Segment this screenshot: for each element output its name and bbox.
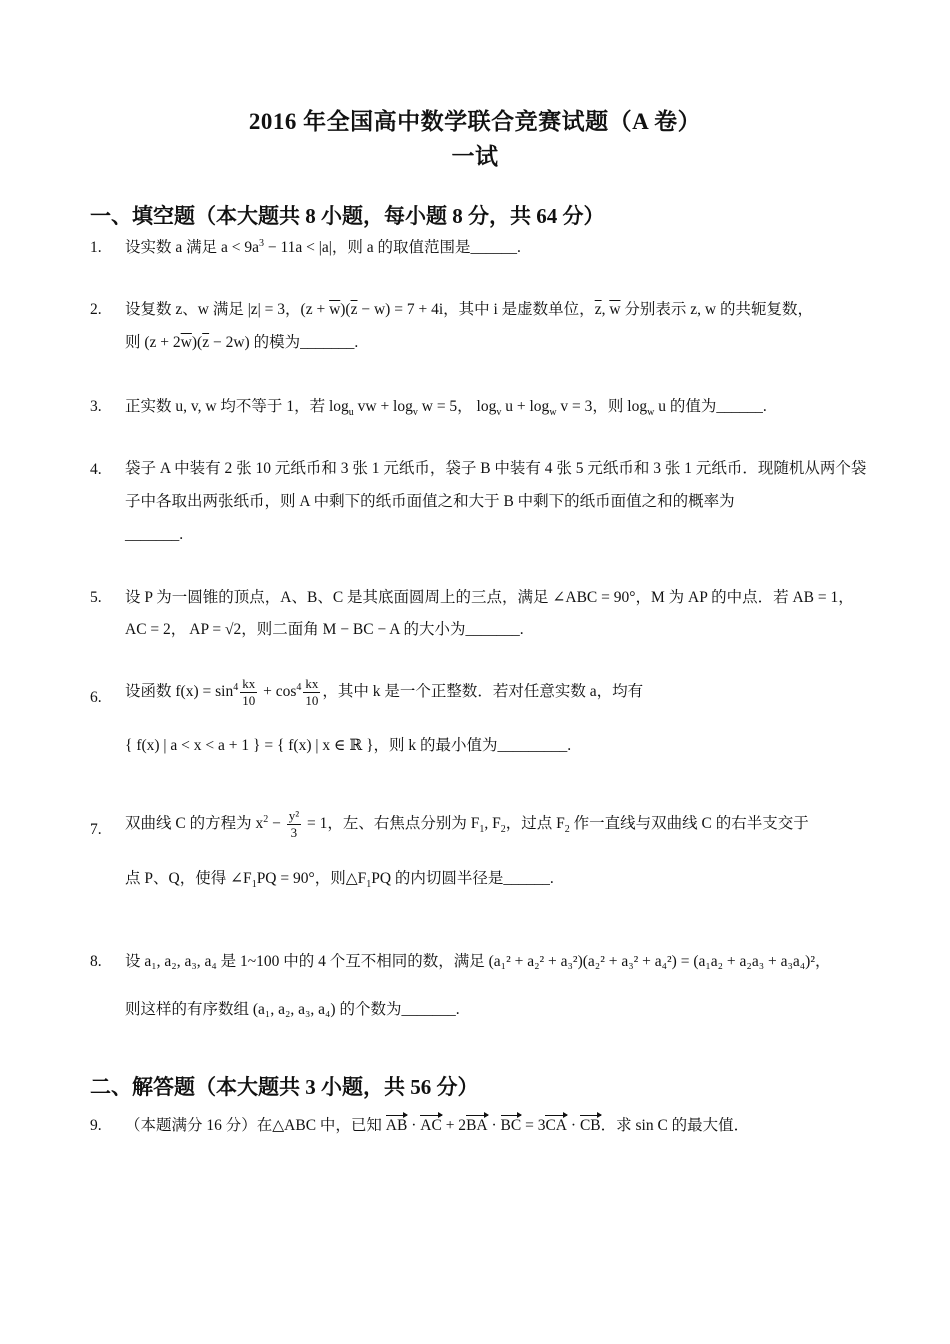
question-text-line-2: 则这样的有序数组 (a₁, a₂, a₃, a₄) 的个数为_______. [125,1001,460,1018]
paper-title: 2016 年全国高中数学联合竞赛试题（A 卷） [248,109,702,134]
question-text: 设实数 a 满足 $a < 9a^3 - 11a < |a|$，则 a 的取值范围是______. [125,237,521,256]
question-number: 4. [90,461,102,478]
question-text: 袋子 A 中装有 2 张 10 元纸币和 3 张 1 元纸币，袋子 B 中装有 4 张 5 元纸币和 3 张 1 元纸币．现随机从两个袋子中各取出两张纸币，则 A 中剩下的纸币面值之和大于 B 中剩下的纸币面值之和的概率为 _______. [125,460,867,543]
question-text-line-2: 点 P、Q，使得 $\angle F_1PQ = 90^\circ$，则$\triangle F_1PQ$ 的内切圆半径是______. [125,870,554,891]
question-text-line-2: { f(x) | a < x < a + 1 } = { f(x) | x ∈ ℝ }，则 k 的最小值为_________. [125,737,572,754]
question-number: 7. [90,821,102,838]
section-heading-answer: 二、解答题（本大题共 3 小题，共 56 分） [90,1075,479,1099]
question-number: 5. [90,589,102,606]
question-text: （本题满分 16 分）在△ABC 中，已知 AB · AC + 2BA · BC = 3CA · CB．求 sin C 的最大值． [125,1116,749,1136]
question-text: 双曲线 C 的方程为 $x^2$ − $\frac{\text{y²}}{3}$ = 1，左、右焦点分别为 $F_1$, $F_2$，过点 $F_2$ 作一直线与双曲线 C 的右半支交于 [125,808,809,840]
question-text: 设函数 $f(x) = \sin^4$ $\frac{kx}{10}$ + $\cos^4$ $\frac{kx}{10}$ ，其中 k 是一个正整数．若对任意实数 a，均有 [125,676,644,708]
question-number: 2. [90,301,102,318]
question-text: 设 P 为一圆锥的顶点，A、B、C 是其底面圆周上的三点，满足 ∠ABC = 90°，M 为 AP 的中点．若 AB = 1， [125,589,854,606]
fraction: $\frac{kx}{10}$ [242,676,256,708]
question-text: 设复数 z、w 满足 |z| = 3，$(z + \overline{w})(\overline{z} - w) = 7 + 4i$，其中 i 是虚数单位，$\overline{z}$, $\overline{w}$ 分别表示 z, w 的共轭复数， [125,301,813,318]
section-heading-fill-in: 一、填空题（本大题共 8 小题，每小题 8 分，共 64 分） [90,204,605,228]
question-number: 9. [90,1117,102,1134]
fraction: $\frac{\text{y²}}{3}$ [288,808,300,840]
paper-subtitle: 一试 [451,144,499,169]
question-number: 8. [90,953,102,970]
question-text-line-2: 则 $(z + 2\overline{w})(\overline{z} - 2w)$ 的模为_______. [125,334,359,351]
question-number: 6. [90,689,102,706]
question-number: 3. [90,398,102,415]
question-number: 1. [90,239,102,256]
question-text: 正实数 u, v, w 均不等于 1，若 $\log_u$ vw + $\log_v w = 5$， $\log_v u + \log_w v = 3$，则 $\log_w u$ 的值为______. [125,398,767,419]
question-text-line-2: AC = 2， AP = √2，则二面角 M − BC − A 的大小为_______. [125,621,524,638]
answer-blank: _______. [125,526,184,543]
fraction: $\frac{kx}{10}$ [305,676,319,708]
question-text: 设 a₁, a₂, a₃, a₄ 是 1~100 中的 4 个互不相同的数，满足 (a₁² + a₂² + a₃²)(a₂² + a₃² + a₄²) = (a₁a₂ + a₂a₃ + a₃a₄)²， [125,953,831,970]
